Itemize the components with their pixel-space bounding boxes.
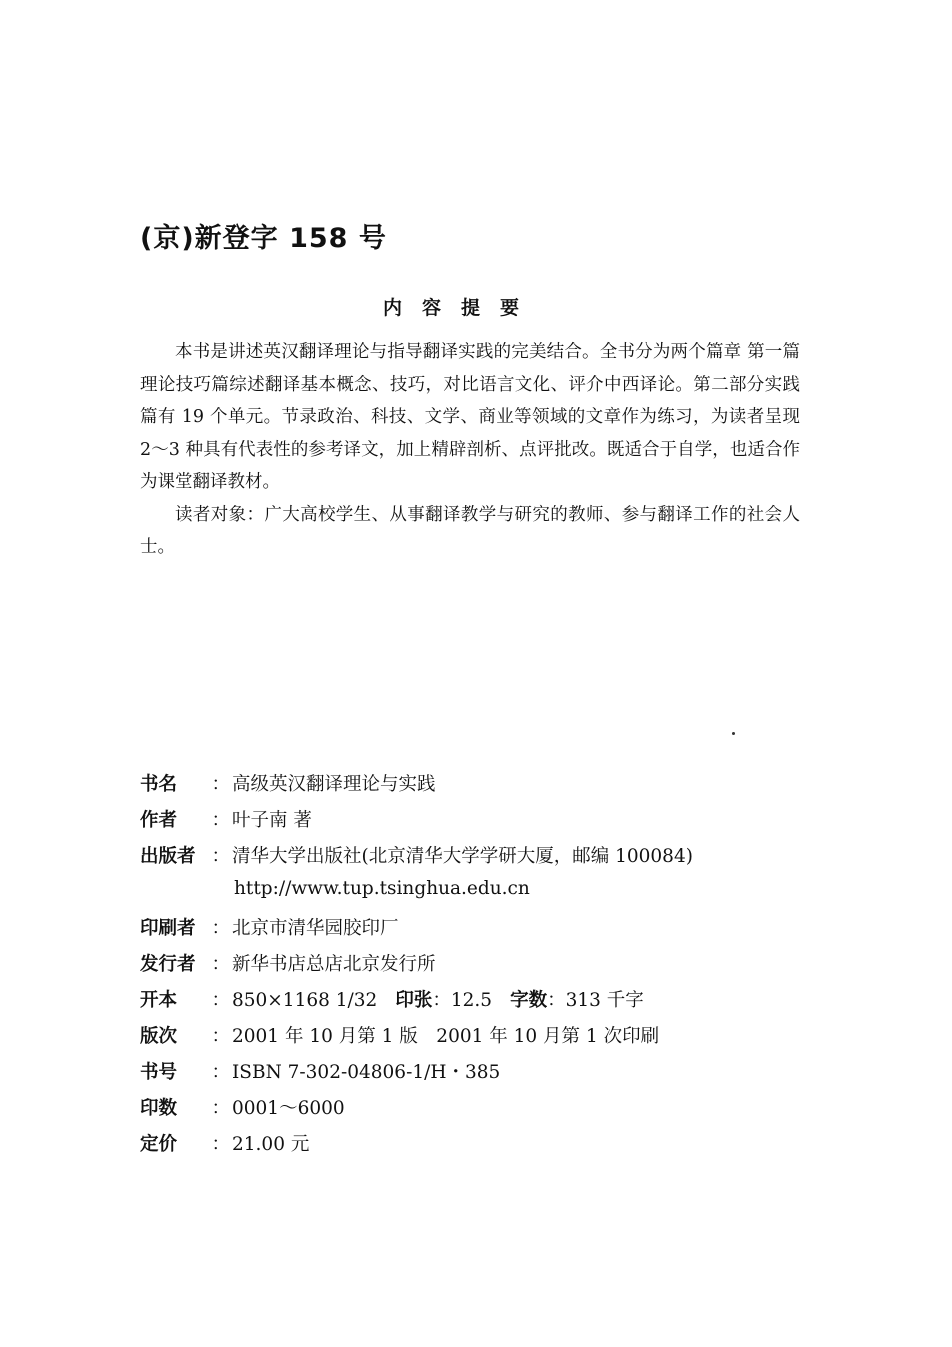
book-author: 叶子南 著 (232, 810, 312, 831)
cip-row-printer (140, 914, 820, 950)
audience-paragraph: 读者对象：广大高校学生、从事翻译教学与研究的教师、参与翻译工作的社会人士。 (140, 504, 800, 557)
words-value: 313 千字 (565, 990, 644, 1011)
sheets-value: 12.5 (450, 990, 493, 1011)
cip-label-text: 定价 (140, 1134, 178, 1155)
cip-info (140, 770, 820, 1166)
cip-row-price (140, 1130, 820, 1166)
print-run-value: 0001～6000 (232, 1098, 345, 1119)
cip-label-text: 出版者 (140, 846, 196, 867)
cip-label: 书号 ： (140, 1058, 230, 1084)
cip-label: 出版者 ： (140, 842, 230, 868)
cip-row-distributor (140, 950, 820, 986)
cip-label: 印刷者 ： (140, 914, 230, 940)
cip-label: 作者 ： (140, 806, 230, 832)
cip-label-text: 书名 (140, 774, 178, 795)
cip-label-text: 版次 (140, 1026, 178, 1047)
words-label: 字数 (510, 990, 548, 1011)
cip-label-text: 书号 (140, 1062, 178, 1083)
cip-row-author (140, 806, 820, 842)
cip-label-text: 印数 (140, 1098, 178, 1119)
format-value: 850×1168 1/32 (232, 990, 378, 1011)
registration-number: (京)新登字 158 号 (140, 223, 387, 254)
cip-label: 版次 ： (140, 1022, 230, 1048)
cip-label: 书名 ： (140, 770, 230, 796)
distributor-name: 新华书店总店北京发行所 (232, 954, 436, 975)
cip-row-format: 开本 ： 850×1168 1/32 印张 ： 12.5 字数 ： 313 千字 (140, 986, 820, 1022)
cip-label: 印数 ： (140, 1094, 230, 1120)
summary-block (140, 336, 800, 564)
cip-label-text: 开本 (140, 990, 178, 1011)
summary-heading: 内容提要 (383, 297, 540, 319)
speck-mark (732, 732, 735, 735)
cip-label-text: 作者 (140, 810, 178, 831)
book-title: 高级英汉翻译理论与实践 (232, 774, 436, 795)
cip-row-isbn (140, 1058, 820, 1094)
cip-label: 定价 ： (140, 1130, 230, 1156)
cip-label: 发行者 ： (140, 950, 230, 976)
cip-label-text: 印刷者 (140, 918, 196, 939)
publisher-url: http://www.tup.tsinghua.edu.cn (234, 878, 530, 899)
price-value: 21.00 元 (232, 1134, 310, 1155)
cip-row-publisher (140, 842, 820, 878)
cip-row-print-run (140, 1094, 820, 1130)
edition-value: 2001 年 10 月第 1 版 2001 年 10 月第 1 次印刷 (232, 1026, 660, 1047)
isbn-value: ISBN 7-302-04806-1/H・385 (232, 1062, 501, 1083)
cip-row-title (140, 770, 820, 806)
cip-row-edition (140, 1022, 820, 1058)
sheets-label: 印张 (395, 990, 433, 1011)
summary-paragraph: 本书是讲述英汉翻译理论与指导翻译实践的完美结合。全书分为两个篇章 第一篇理论技巧篇综述翻译基本概念、技巧，对比语言文化、评介中西译论。第二部分实践篇有 19 个单元。节录政治、科技、文学、商业等领域的文章作为练习，为读者呈现 2～3 种具有代表性的参考译文，加上精辟剖析、点评批改。既适合于自学，也适合作为课堂翻译教材。 (140, 342, 800, 492)
cip-label: 开本 ： (140, 986, 230, 1012)
cip-label-text: 发行者 (140, 954, 196, 975)
publisher-name: 清华大学出版社(北京清华大学学研大厦，邮编 100084) (232, 846, 693, 867)
cip-row-url (140, 878, 820, 914)
printer-name: 北京市清华园胶印厂 (232, 918, 399, 939)
